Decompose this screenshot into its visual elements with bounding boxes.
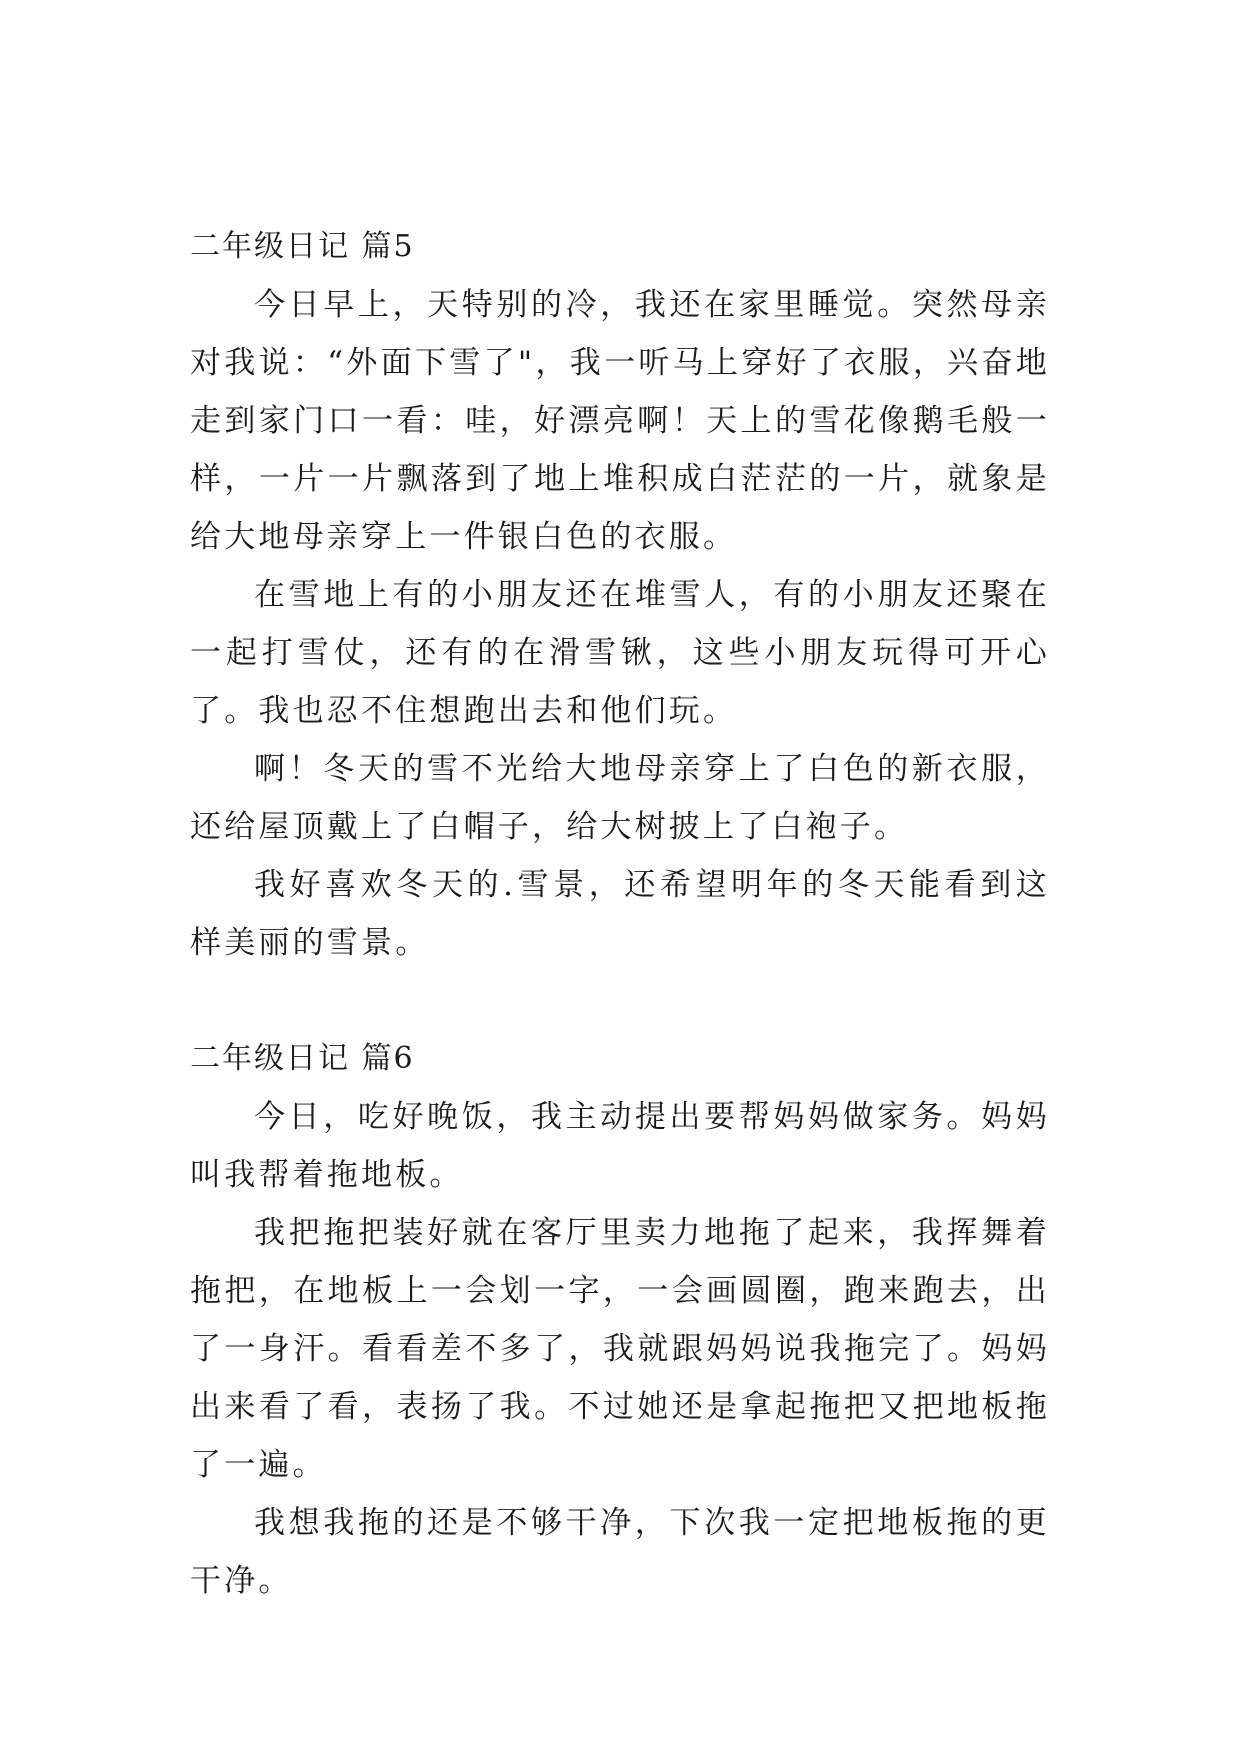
paragraph: 我把拖把装好就在客厅里卖力地拖了起来，我挥舞着拖把，在地板上一会划一字，一会画圆圈，跑来跑去，出了一身汗。看看差不多了，我就跟妈妈说我拖完了。妈妈出来看了看，表扬了我。不过她还是拿起拖把又把地板拖了一遍。 — [190, 1215, 1050, 1483]
diary-entry-5 — [190, 218, 1050, 972]
diary-entry-6 — [190, 1030, 1050, 1610]
paragraph: 在雪地上有的小朋友还在堆雪人，有的小朋友还聚在一起打雪仗，还有的在滑雪锹，这些小朋友玩得可开心了。我也忍不住想跑出去和他们玩。 — [190, 577, 1050, 729]
paragraph: 我好喜欢冬天的.雪景，还希望明年的冬天能看到这样美丽的雪景。 — [190, 867, 1050, 961]
paragraph: 今日，吃好晚饭，我主动提出要帮妈妈做家务。妈妈叫我帮着拖地板。 — [190, 1099, 1050, 1193]
entry-title: 二年级日记 篇6 — [190, 1041, 415, 1076]
paragraph: 啊！冬天的雪不光给大地母亲穿上了白色的新衣服，还给屋顶戴上了白帽子，给大树披上了白袍子。 — [190, 751, 1050, 845]
entry-title: 二年级日记 篇5 — [190, 229, 415, 264]
paragraph: 我想我拖的还是不够干净，下次我一定把地板拖的更干净。 — [190, 1505, 1050, 1599]
paragraph: 今日早上，天特别的冷，我还在家里睡觉。突然母亲对我说：“外面下雪了"，我一听马上穿好了衣服，兴奋地走到家门口一看：哇，好漂亮啊！天上的雪花像鹅毛般一样，一片一片飘落到了地上堆积成白茫茫的一片，就象是给大地母亲穿上一件银白色的衣服。 — [190, 287, 1050, 555]
